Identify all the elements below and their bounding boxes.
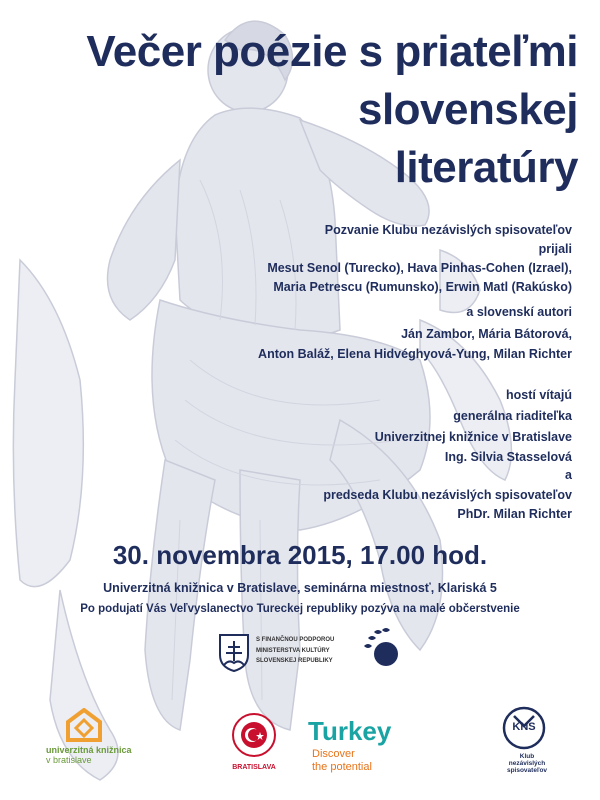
ministry-support-line-3: SLOVENSKEJ REPUBLIKY — [256, 658, 333, 664]
slovak-authors-heading: a slovenskí autori — [466, 305, 572, 319]
kns-mark: KNS — [512, 721, 536, 733]
foreign-guests-line-1: Mesut Senol (Turecko), Hava Pinhas-Cohen (Izrael), — [267, 261, 572, 275]
title-line-1: Večer poézie s priateľmi — [86, 27, 578, 76]
title-line-3: literatúry — [394, 143, 578, 192]
invitation-accepted: prijali — [538, 242, 572, 256]
invitation-heading: Pozvanie Klubu nezávislých spisovateľov — [324, 223, 572, 237]
turkey-brand-wordmark: Turkey — [308, 716, 392, 746]
slovak-authors-line-2: Anton Baláž, Elena Hidvéghyová-Yung, Milan Richter — [258, 347, 572, 361]
event-venue: Univerzitná knižnica v Bratislave, seminárna miestnosť, Klariská 5 — [103, 581, 497, 595]
foreign-guests-line-2: Maria Petrescu (Rumunsko), Erwin Matl (Rakúsko) — [273, 280, 572, 294]
event-datetime: 30. novembra 2015, 17.00 hod. — [112, 540, 488, 570]
library-name: Univerzitnej knižnice v Bratislave — [374, 430, 572, 444]
laurel-head-icon — [360, 628, 406, 674]
library-label-line-1: univerzitná knižnica — [46, 745, 132, 755]
kns-label-line-2: nezávislých — [508, 760, 546, 767]
title-line-2: slovenskej — [357, 85, 578, 134]
kns-label-line-3: spisovateľov — [506, 767, 548, 774]
turkish-embassy-emblem-icon — [231, 712, 277, 758]
turkey-tagline-line-1: Discover — [312, 748, 355, 760]
hosts-heading: hostí vítajú — [506, 388, 572, 402]
hosts-conjunction: a — [565, 468, 572, 482]
chairman-title: predseda Klubu nezávislých spisovateľov — [323, 488, 572, 502]
university-library-logo-icon — [64, 708, 104, 742]
library-label-line-2: v bratislave — [46, 755, 92, 765]
chairman-name: PhDr. Milan Richter — [457, 507, 572, 521]
director-name: Ing. Silvia Stasselová — [444, 450, 572, 464]
ministry-support-line-1: S FINANČNOU PODPOROU — [256, 637, 335, 643]
ministry-support-line-2: MINISTERSTVA KULTÚRY — [256, 648, 330, 654]
refreshment-note: Po podujatí Vás Veľvyslanectvo Tureckej republiky pozýva na malé občerstvenie — [80, 603, 520, 615]
director-title: generálna riaditeľka — [453, 409, 572, 423]
turkey-tagline-line-2: the potential — [312, 761, 372, 773]
embassy-label: BRATISLAVA — [232, 764, 276, 771]
slovak-authors-line-1: Ján Zambor, Mária Bátorová, — [401, 327, 572, 341]
kns-label-line-1: Klub — [519, 753, 535, 760]
slovak-coat-of-arms-icon — [218, 633, 250, 673]
